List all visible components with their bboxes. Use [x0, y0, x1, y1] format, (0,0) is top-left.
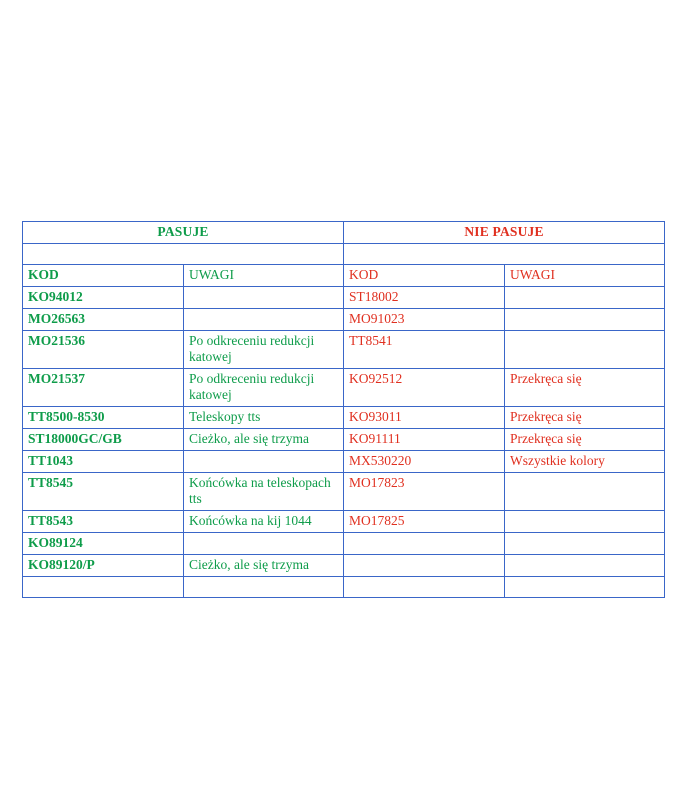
cell-nofits-code	[344, 555, 505, 577]
cell-fits-notes: Cieżko, ale się trzyma	[184, 429, 344, 451]
cell-empty-fits-notes	[184, 577, 344, 598]
cell-nofits-notes	[505, 511, 665, 533]
table-spacer-row	[23, 244, 665, 265]
column-label-fits-code: KOD	[23, 265, 184, 287]
cell-fits-code: ST18000GC/GB	[23, 429, 184, 451]
table-row	[23, 429, 665, 451]
spacer-cell-left	[23, 244, 344, 265]
compatibility-table-wrapper	[22, 221, 664, 598]
table-row	[23, 451, 665, 473]
cell-nofits-notes: Przekręca się	[505, 407, 665, 429]
table-row	[23, 511, 665, 533]
cell-nofits-notes	[505, 555, 665, 577]
table-empty-row	[23, 577, 665, 598]
cell-fits-code: MO21536	[23, 331, 184, 369]
cell-fits-code: TT8500-8530	[23, 407, 184, 429]
cell-empty-fits-code	[23, 577, 184, 598]
cell-nofits-notes	[505, 309, 665, 331]
compatibility-table	[22, 221, 665, 598]
cell-nofits-notes: Przekręca się	[505, 429, 665, 451]
cell-fits-notes	[184, 451, 344, 473]
cell-nofits-code: KO93011	[344, 407, 505, 429]
table-row	[23, 473, 665, 511]
cell-fits-code: KO89120/P	[23, 555, 184, 577]
table-row	[23, 533, 665, 555]
cell-nofits-notes	[505, 473, 665, 511]
cell-fits-code: KO94012	[23, 287, 184, 309]
table-row	[23, 309, 665, 331]
cell-fits-code: TT8543	[23, 511, 184, 533]
table-row	[23, 369, 665, 407]
column-label-nofits-notes: UWAGI	[505, 265, 665, 287]
table-row	[23, 287, 665, 309]
cell-empty-nofits-code	[344, 577, 505, 598]
cell-fits-notes: Cieżko, ale się trzyma	[184, 555, 344, 577]
cell-fits-code: TT1043	[23, 451, 184, 473]
cell-fits-code: KO89124	[23, 533, 184, 555]
cell-fits-notes: Po odkreceniu redukcji katowej	[184, 331, 344, 369]
spacer-cell-right	[344, 244, 665, 265]
table-row	[23, 555, 665, 577]
cell-nofits-code: TT8541	[344, 331, 505, 369]
cell-nofits-code	[344, 533, 505, 555]
cell-fits-code: TT8545	[23, 473, 184, 511]
cell-nofits-code: MO17823	[344, 473, 505, 511]
column-label-nofits-code: KOD	[344, 265, 505, 287]
cell-nofits-code: ST18002	[344, 287, 505, 309]
cell-nofits-notes	[505, 331, 665, 369]
cell-fits-notes	[184, 287, 344, 309]
cell-fits-notes: Końcówka na kij 1044	[184, 511, 344, 533]
cell-empty-nofits-notes	[505, 577, 665, 598]
cell-nofits-notes	[505, 287, 665, 309]
cell-fits-notes: Teleskopy tts	[184, 407, 344, 429]
cell-nofits-notes	[505, 533, 665, 555]
cell-fits-code: MO26563	[23, 309, 184, 331]
cell-fits-notes: Po odkreceniu redukcji katowej	[184, 369, 344, 407]
cell-nofits-code: MO91023	[344, 309, 505, 331]
cell-nofits-code: KO92512	[344, 369, 505, 407]
table-row	[23, 407, 665, 429]
table-column-label-row	[23, 265, 665, 287]
header-not-fits: NIE PASUJE	[344, 222, 665, 244]
cell-fits-notes: Końcówka na teleskopach tts	[184, 473, 344, 511]
cell-nofits-code: MO17825	[344, 511, 505, 533]
cell-nofits-notes: Wszystkie kolory	[505, 451, 665, 473]
table-header-row	[23, 222, 665, 244]
cell-nofits-notes: Przekręca się	[505, 369, 665, 407]
cell-fits-code: MO21537	[23, 369, 184, 407]
column-label-fits-notes: UWAGI	[184, 265, 344, 287]
header-fits: PASUJE	[23, 222, 344, 244]
cell-nofits-code: KO91111	[344, 429, 505, 451]
cell-fits-notes	[184, 309, 344, 331]
cell-fits-notes	[184, 533, 344, 555]
table-row	[23, 331, 665, 369]
cell-nofits-code: MX530220	[344, 451, 505, 473]
